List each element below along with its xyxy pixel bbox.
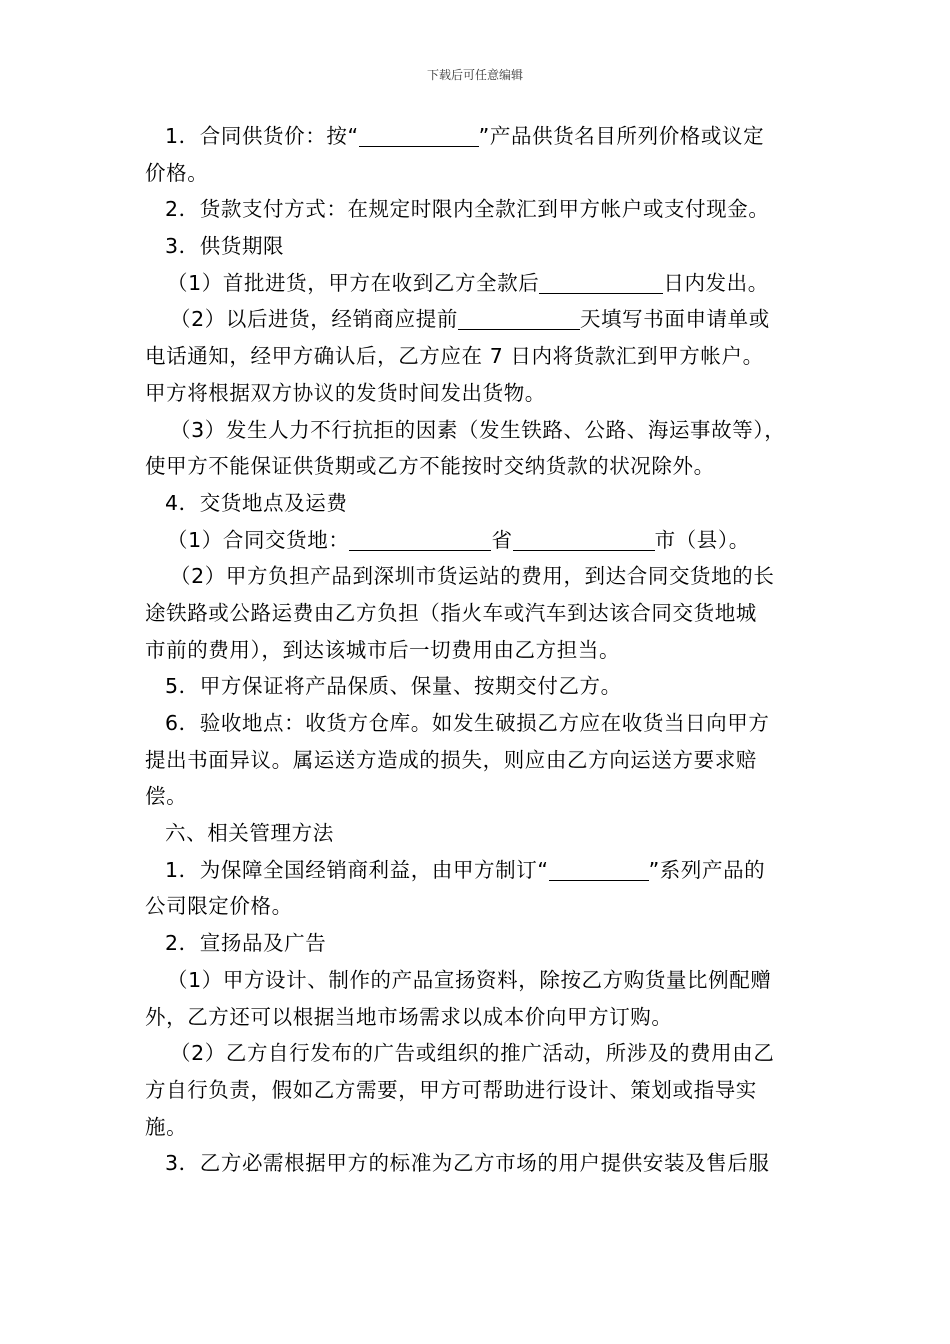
paragraph-line: 提出书面异议。属运送方造成的损失，则应由乙方向运送方要求赔: [145, 747, 757, 772]
paragraph-line: 2．货款支付方式：在规定时限内全款汇到甲方帐户或支付现金。: [165, 197, 770, 222]
fill-in-blank[interactable]: [539, 271, 663, 294]
fill-in-blank[interactable]: [458, 307, 580, 330]
paragraph-line: 外，乙方还可以根据当地市场需求以成本价向甲方订购。: [145, 1004, 673, 1029]
line-text: 日内发出。: [663, 270, 769, 295]
line-text: 天填写书面申请单或: [579, 307, 770, 332]
paragraph-line: 施。: [145, 1114, 188, 1139]
line-text: 1．为保障全国经销商利益，由甲方制订“: [165, 857, 549, 882]
paragraph-line: [145, 265, 810, 302]
line-text: ”系列产品的: [648, 857, 766, 882]
line-text: （1）合同交货地：: [167, 527, 350, 552]
line-text: ”产品供货名目所列价格或议定: [478, 124, 765, 148]
paragraph-line: [145, 118, 810, 155]
paragraph-line: （3）发生人力不行抗拒的因素（发生铁路、公路、海运事故等），: [170, 417, 786, 442]
line-text: 1．合同供货价：按“: [165, 124, 359, 148]
line-text: （2）以后进货，经销商应提前: [170, 307, 458, 332]
section-heading: 4．交货地点及运费: [165, 490, 348, 515]
paragraph-line: （2）甲方负担产品到深圳市货运站的费用，到达合同交货地的长: [170, 564, 775, 589]
paragraph-line: 3．乙方必需根据甲方的标准为乙方市场的用户提供安装及售后服: [165, 1151, 770, 1176]
paragraph-line: 6．验收地点：收货方仓库。如发生破损乙方应在收货当日向甲方: [165, 711, 770, 735]
paragraph-line: 途铁路或公路运费由乙方负担（指火车或汽车到达该合同交货地城: [145, 600, 757, 625]
paragraph-line: 方自行负责，假如乙方需要，甲方可帮助进行设计、策划或指导实: [145, 1077, 757, 1102]
fill-in-blank[interactable]: [359, 124, 479, 147]
section-heading: 六、相关管理方法: [165, 821, 334, 846]
fill-in-blank[interactable]: [549, 858, 649, 881]
section-heading: 2．宣扬品及广告: [165, 931, 327, 956]
line-text: （1）首批进货，甲方在收到乙方全款后: [167, 270, 540, 295]
paragraph-line: 市前的费用），到达该城市后一切费用由乙方担当。: [145, 637, 621, 662]
fill-in-blank[interactable]: [513, 528, 655, 551]
paragraph-line: 偿。: [145, 784, 188, 809]
paragraph-line: 电话通知，经甲方确认后，乙方应在 7 日内将货款汇到甲方帐户。: [145, 344, 764, 369]
paragraph-line: 价格。: [145, 160, 209, 185]
page-header: 下载后可任意编辑: [426, 68, 523, 82]
paragraph-line: （2）乙方自行发布的广告或组织的推广活动，所涉及的费用由乙: [170, 1041, 775, 1066]
fill-in-blank[interactable]: [349, 528, 491, 551]
paragraph-line: 公司限定价格。: [145, 894, 293, 919]
line-text: 省: [491, 527, 513, 552]
paragraph-line: 使甲方不能保证供货期或乙方不能按时交纳货款的状况除外。: [145, 454, 715, 479]
paragraph-line: 5．甲方保证将产品保质、保量、按期交付乙方。: [165, 674, 622, 699]
document-body: [145, 118, 810, 1182]
paragraph-line: [145, 522, 810, 559]
paragraph-line: [145, 852, 810, 889]
line-text: 市（县）。: [654, 527, 750, 552]
paragraph-line: 甲方将根据双方协议的发货时间发出货物。: [145, 380, 546, 405]
section-heading: 3．供货期限: [165, 234, 285, 259]
paragraph-line: （1）甲方设计、制作的产品宣扬资料，除按乙方购货量比例配赠: [167, 967, 772, 992]
paragraph-line: [145, 301, 810, 338]
